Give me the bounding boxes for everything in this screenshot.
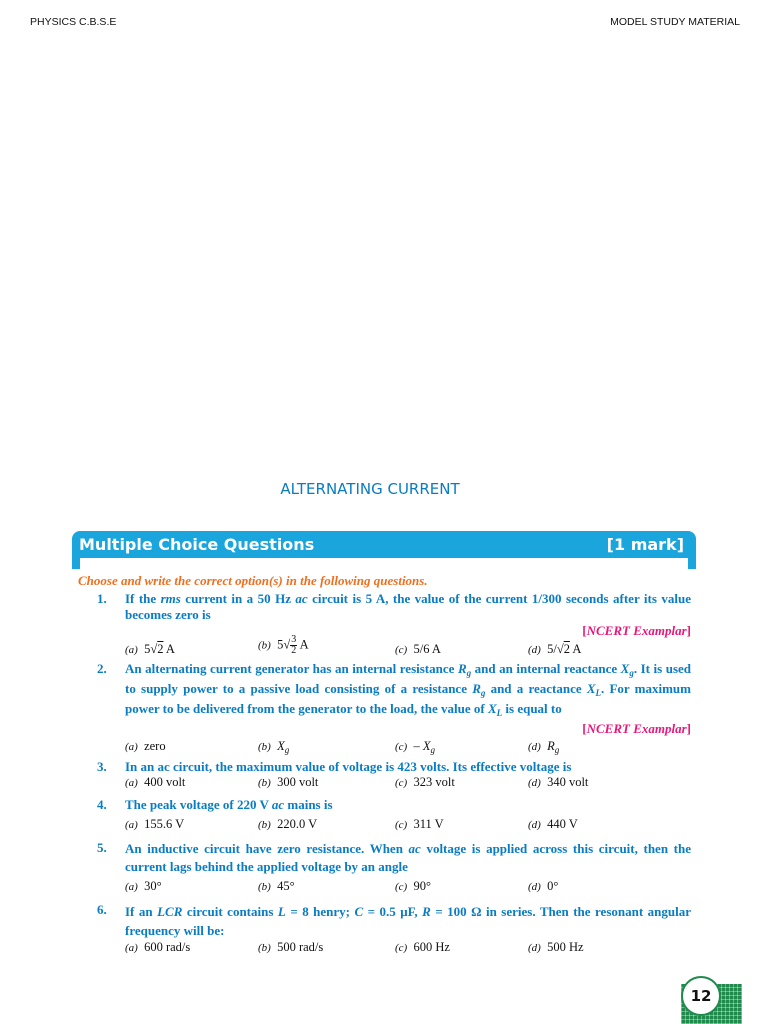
option-a: (a) 600 rad/s bbox=[125, 940, 191, 954]
page-number: 12 bbox=[681, 976, 721, 1016]
option-b: (b) 300 volt bbox=[258, 775, 319, 789]
option-c: (c) 90° bbox=[395, 879, 431, 893]
question-list bbox=[97, 591, 691, 958]
option-b: (b) 500 rad/s bbox=[258, 940, 324, 954]
section-title: Multiple Choice Questions bbox=[79, 535, 315, 554]
options-row bbox=[125, 940, 691, 958]
options-row bbox=[125, 634, 691, 659]
question-5 bbox=[97, 840, 691, 900]
option-d: (d) 5/√2 A bbox=[528, 642, 582, 656]
option-a: (a) 30° bbox=[125, 879, 162, 893]
option-a: (a) zero bbox=[125, 739, 166, 753]
question-number: 1. bbox=[97, 591, 107, 606]
question-text: In an ac circuit, the maximum value of voltage is 423 volts. Its effective voltage is bbox=[125, 759, 572, 774]
option-b: (b) 5√ $\frac{3}{2}$ A bbox=[258, 634, 309, 656]
question-text: The peak voltage of 220 V ac mains is bbox=[125, 797, 333, 812]
options-row bbox=[125, 876, 691, 900]
section-instruction: Choose and write the correct option(s) in the following questions. bbox=[78, 573, 428, 588]
question-4 bbox=[97, 797, 691, 837]
option-b: (b) 45° bbox=[258, 879, 295, 893]
source-reference: [NCERT Examplar] bbox=[582, 721, 691, 736]
option-a: (a) 5√2 A bbox=[125, 642, 175, 656]
option-c: $(c) - X_g$ bbox=[395, 739, 435, 755]
question-text: If an LCR circuit contains L = 8 henry; C = 0.5 μF, R = 100 Ω in series. Then the resonant angular frequency will be: bbox=[125, 904, 691, 938]
section-marks: [1 mark] bbox=[606, 535, 684, 554]
question-text: If the rms current in a 50 Hz ac circuit is 5 A, the value of the current 1/300 seconds after its value becomes zero is [NCERT Examplar] bbox=[125, 591, 691, 638]
question-3 bbox=[97, 759, 691, 797]
source-reference: [NCERT Examplar] bbox=[582, 623, 691, 638]
running-header-material: MODEL STUDY MATERIAL bbox=[610, 16, 740, 28]
page-number-badge bbox=[681, 984, 742, 1024]
option-d: (d) 440 V bbox=[528, 817, 578, 831]
option-b: (b) $X_g$ bbox=[258, 739, 290, 755]
options-row bbox=[125, 775, 691, 797]
question-number: 6. bbox=[97, 902, 107, 917]
question-number: 3. bbox=[97, 759, 107, 774]
question-text: An inductive circuit have zero resistance. When ac voltage is applied across this circuit, then the current lags behind the applied voltage by an angle bbox=[125, 841, 691, 874]
question-1 bbox=[97, 591, 691, 659]
option-b: (b) 220.0 V bbox=[258, 817, 318, 831]
option-c: (c) 600 Hz bbox=[395, 940, 450, 954]
option-a: (a) 155.6 V bbox=[125, 817, 185, 831]
option-c: (c) 5/6 A bbox=[395, 642, 441, 656]
option-d: (d) $R_g$ bbox=[528, 739, 560, 755]
option-c: (c) 323 volt bbox=[395, 775, 455, 789]
chapter-title: ALTERNATING CURRENT bbox=[280, 480, 460, 498]
options-row bbox=[125, 813, 691, 837]
option-a: (a) 400 volt bbox=[125, 775, 186, 789]
section-banner bbox=[72, 531, 696, 569]
question-number: 4. bbox=[97, 797, 107, 812]
section-banner-right-edge bbox=[688, 555, 696, 569]
question-number: 2. bbox=[97, 661, 107, 676]
option-d: (d) 0° bbox=[528, 879, 559, 893]
section-banner-left-edge bbox=[72, 555, 80, 569]
options-row bbox=[125, 737, 691, 755]
option-d: (d) 500 Hz bbox=[528, 940, 584, 954]
question-2 bbox=[97, 661, 691, 755]
question-6 bbox=[97, 902, 691, 958]
running-header-subject: PHYSICS C.B.S.E bbox=[30, 16, 117, 28]
option-d: (d) 340 volt bbox=[528, 775, 589, 789]
question-number: 5. bbox=[97, 840, 107, 855]
option-c: (c) 311 V bbox=[395, 817, 444, 831]
fraction: $\frac{3}{2}$ bbox=[291, 634, 297, 656]
question-text: An alternating current generator has an internal resistance $R_g$ and an internal reactance $X_g$. It is used to supply power to a passive load consisting of a resistance $R_g$ and a reactance $X_L$. For maximum power to be delivered from the generator to the load, the value of $X_L$ is equal to [NCERT Examplar] bbox=[125, 661, 691, 736]
